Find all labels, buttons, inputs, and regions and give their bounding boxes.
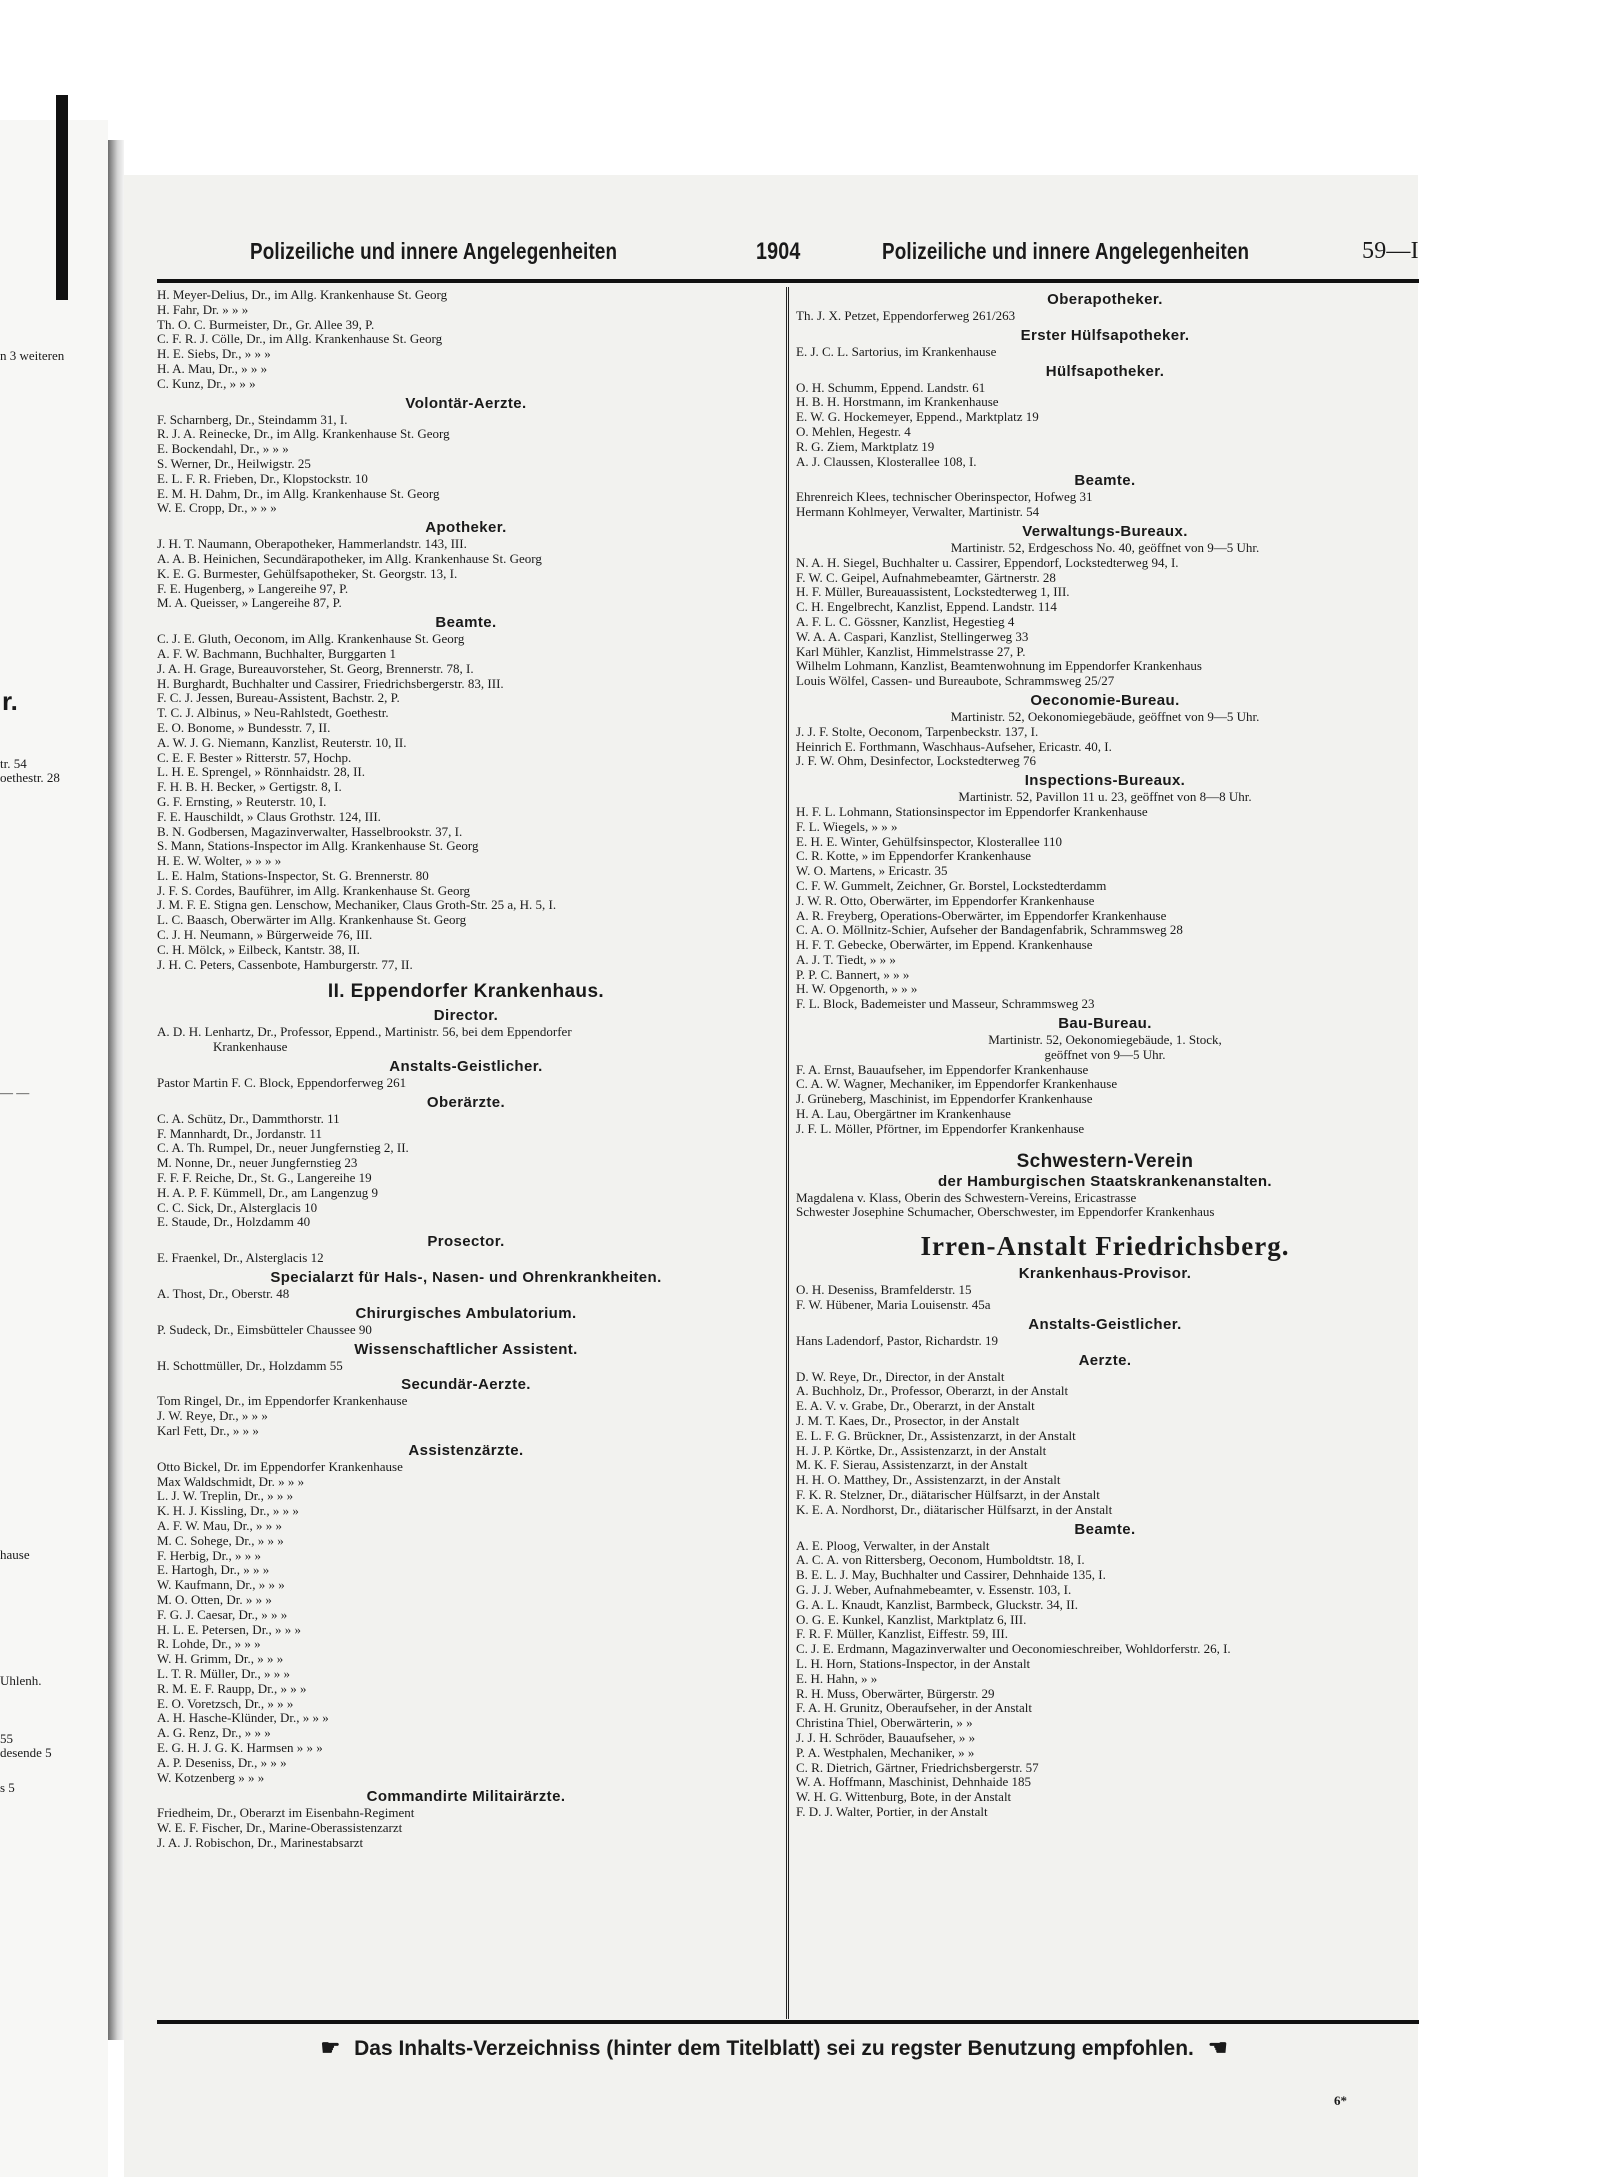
entry-line: H. H. O. Matthey, Dr., Assistenzarzt, in der Anstalt <box>796 1473 1061 1488</box>
entry-line: C. H. Engelbrecht, Kanzlist, Eppend. Landstr. 114 <box>796 600 1057 615</box>
book-spine-shadow <box>108 140 124 2040</box>
entry-line: H. F. Müller, Bureauassistent, Lockstedterweg 1, III. <box>796 585 1070 600</box>
entry-line: M. O. Otten, Dr. » » » <box>157 1592 272 1607</box>
entry-line: F. A. Ernst, Bauaufseher, im Eppendorfer Krankenhause <box>796 1062 1089 1077</box>
entry-line: C. F. W. Gummelt, Zeichner, Gr. Borstel, Lockstedterdamm <box>796 878 1107 893</box>
entry-line: F. W. C. Geipel, Aufnahmebeamter, Gärtnerstr. 28 <box>796 570 1056 585</box>
entry-line: A. J. T. Tiedt, » » » <box>796 952 896 967</box>
entry-line: A. F. W. Mau, Dr., » » » <box>157 1519 282 1533</box>
entry-line: F. Mannhardt, Dr., Jordanstr. 11 <box>157 1126 322 1141</box>
entry-line: G. J. J. Weber, Aufnahmebeamter, v. Essenstr. 103, I. <box>796 1583 1072 1597</box>
entry-line: R. G. Ziem, Marktplatz 19 <box>796 439 935 454</box>
section-heading: Beamte. <box>435 614 497 632</box>
entry-line: M. A. Queisser, » Langereihe 87, P. <box>157 596 342 611</box>
entry-line: F. Herbig, Dr., » » » <box>157 1548 262 1563</box>
entry-line: J. A. H. Grage, Bureauvorsteher, St. Georg, Brennerstr. 78, I. <box>157 661 474 676</box>
entry-line: Th. J. X. Petzet, Eppendorferweg 261/263 <box>796 309 1016 323</box>
entry-line: C. J. E. Gluth, Oeconom, im Allg. Krankenhause St. Georg <box>157 632 465 647</box>
entry-line: P. Sudeck, Dr., Eimsbütteler Chaussee 90 <box>157 1322 372 1337</box>
entry-line: H. F. L. Lohmann, Stationsinspector im Eppendorfer Krankenhause <box>796 804 1148 819</box>
entry-line: A. Thost, Dr., Oberstr. 48 <box>157 1287 290 1302</box>
left-column <box>157 288 775 1851</box>
entry-line: O. H. Deseniss, Bramfelderstr. 15 <box>796 1283 972 1298</box>
entry-line: W. Kotzenberg » » » <box>157 1770 265 1785</box>
office-hours-line: Martinistr. 52, Oekonomiegebäude, geöffnet von 9—5 Uhr. <box>950 709 1260 724</box>
entry-line: A. R. Freyberg, Operations-Oberwärter, im Eppendorfer Krankenhause <box>796 908 1167 923</box>
directory-page <box>124 175 1418 2177</box>
entry-line: J. W. Reye, Dr., » » » <box>157 1409 268 1424</box>
header-rule <box>157 279 1419 283</box>
entry-line: L. E. Halm, Stations-Inspector, St. G. Brennerstr. 80 <box>157 868 429 883</box>
section-heading: Aerzte. <box>1078 1351 1132 1369</box>
entry-line: E. H. E. Winter, Gehülfsinspector, Klosterallee 110 <box>796 834 1062 849</box>
column-separator <box>786 287 789 2019</box>
prev-fragment: 55 <box>0 1731 13 1746</box>
entry-line: A. Buchholz, Dr., Professor, Oberarzt, in der Anstalt <box>796 1384 1069 1399</box>
entry-line: Friedheim, Dr., Oberarzt im Eisenbahn-Regiment <box>157 1806 415 1821</box>
section-heading: Erster Hülfsapotheker. <box>1020 326 1190 344</box>
binding-edge <box>56 95 68 300</box>
entry-line: W. H. G. Wittenburg, Bote, in der Anstalt <box>796 1790 1012 1805</box>
entry-line: W. Kaufmann, Dr., » » » <box>157 1578 285 1593</box>
entry-line: M. C. Sohege, Dr., » » » <box>157 1533 284 1548</box>
entry-line: W. E. Cropp, Dr., » » » <box>157 501 277 516</box>
entry-line: A. P. Deseniss, Dr., » » » <box>157 1755 287 1770</box>
entry-line: C. E. F. Bester » Ritterstr. 57, Hochp. <box>157 750 352 765</box>
entry-line: Hermann Kohlmeyer, Verwalter, Martinistr. 54 <box>796 505 1040 520</box>
entry-line: R. Lohde, Dr., » » » <box>157 1637 261 1652</box>
entry-line: F. F. F. Reiche, Dr., St. G., Langereihe 19 <box>157 1171 372 1186</box>
entry-line: R. M. E. F. Raupp, Dr., » » » <box>157 1681 307 1696</box>
entry-line: M. Nonne, Dr., neuer Jungfernstieg 23 <box>157 1156 358 1171</box>
entry-line: F. C. J. Jessen, Bureau-Assistent, Bachstr. 2, P. <box>157 691 400 706</box>
entry-line: O. G. E. Kunkel, Kanzlist, Marktplatz 6, III. <box>796 1612 1027 1627</box>
section-heading: Anstalts-Geistlicher. <box>1028 1315 1182 1333</box>
entry-line: W. E. F. Fischer, Dr., Marine-Oberassistenzarzt <box>157 1821 403 1836</box>
entry-line: C. A. O. Möllnitz-Schier, Aufseher der Bandagenfabrik, Schrammsweg 28 <box>796 923 1183 938</box>
entry-line: E. Hartogh, Dr., » » » <box>157 1563 270 1578</box>
entry-line: H. A. Mau, Dr., » » » <box>157 361 268 376</box>
entry-line: W. H. Grimm, Dr., » » » <box>157 1652 284 1667</box>
prev-fragment: desende 5 <box>0 1745 52 1760</box>
entry-line: A. A. B. Heinichen, Secundärapotheker, im Allg. Krankenhause St. Georg <box>157 551 542 566</box>
entry-line: J. J. F. Stolte, Oeconom, Tarpenbeckstr. 137, I. <box>796 724 1039 739</box>
entry-line: D. W. Reye, Dr., Director, in der Anstalt <box>796 1369 1005 1384</box>
section-heading: Director. <box>433 1007 499 1025</box>
entry-line: A. J. Claussen, Klosterallee 108, I. <box>796 454 977 469</box>
prev-fragment: n 3 weiteren <box>0 348 65 363</box>
entry-line: H. Burghardt, Buchhalter und Cassirer, Friedrichsbergerstr. 83, III. <box>157 676 504 691</box>
entry-line: E. H. Hahn, » » <box>796 1671 878 1686</box>
entry-line: L. J. W. Treplin, Dr., » » » <box>157 1489 294 1504</box>
entry-line: B. E. L. J. May, Buchhalter und Cassirer, Dehnhaide 135, I. <box>796 1568 1106 1583</box>
entry-line: E. Fraenkel, Dr., Alsterglacis 12 <box>157 1251 324 1266</box>
prev-fragment: hause <box>0 1547 30 1562</box>
entry-line: Karl Mühler, Kanzlist, Himmelstrasse 27, P. <box>796 644 1026 659</box>
entry-line: Schwester Josephine Schumacher, Oberschwester, im Eppendorfer Krankenhaus <box>796 1205 1215 1220</box>
section-heading: Krankenhaus-Provisor. <box>1018 1265 1192 1283</box>
entry-line: F. E. Hauschildt, » Claus Grothstr. 124, III. <box>157 809 381 824</box>
institution-subheading: der Hamburgischen Staatskrankenanstalten. <box>937 1172 1272 1190</box>
running-header <box>156 238 1418 278</box>
entry-line: F. Scharnberg, Dr., Steindamm 31, I. <box>157 412 348 427</box>
entry-line: E. O. Bonome, » Bundesstr. 7, II. <box>157 720 331 735</box>
right-column <box>796 288 1414 1820</box>
entry-line: H. E. W. Wolter, » » » » <box>157 854 282 869</box>
entry-line: H. B. H. Horstmann, im Krankenhause <box>796 395 999 410</box>
entry-line: C. R. Dietrich, Gärtner, Friedrichsbergerstr. 57 <box>796 1760 1039 1775</box>
section-heading: Secundär-Aerzte. <box>401 1376 531 1394</box>
entry-line: E. L. F. G. Brückner, Dr., Assistenzarzt, in der Anstalt <box>796 1428 1076 1443</box>
prev-fragment: r. <box>2 686 18 716</box>
section-heading: Wissenschaftlicher Assistent. <box>354 1340 578 1358</box>
office-hours-line: Martinistr. 52, Oekonomiegebäude, 1. Stock, <box>988 1033 1222 1048</box>
entry-line: P. P. C. Bannert, » » » <box>796 967 910 982</box>
entry-line: A. H. Hasche-Klünder, Dr., » » » <box>157 1711 329 1726</box>
entry-line: F. R. F. Müller, Kanzlist, Eiffestr. 59, III. <box>796 1627 1008 1642</box>
section-heading: Assistenzärzte. <box>408 1441 524 1459</box>
entry-line: E. O. Voretzsch, Dr., » » » <box>157 1696 294 1711</box>
entry-line: H. Meyer-Delius, Dr., im Allg. Krankenhause St. Georg <box>157 288 448 302</box>
entry-line: C. A. W. Wagner, Mechaniker, im Eppendorfer Krankenhause <box>796 1077 1118 1092</box>
entry-line: F. K. R. Stelzner, Dr., diätarischer Hülfsarzt, in der Anstalt <box>796 1488 1100 1503</box>
entry-line: A. C. A. von Rittersberg, Oeconom, Humboldtstr. 18, I. <box>796 1553 1085 1568</box>
entry-line: H. A. P. F. Kümmell, Dr., am Langenzug 9 <box>157 1185 379 1200</box>
institution-heading: Irren-Anstalt Friedrichsberg. <box>920 1231 1290 1262</box>
entry-line: E. J. C. L. Sartorius, im Krankenhause <box>796 344 997 359</box>
entry-line: L. H. Horn, Stations-Inspector, in der Anstalt <box>796 1656 1031 1671</box>
entry-line: M. K. F. Sierau, Assistenzarzt, in der Anstalt <box>796 1458 1028 1473</box>
entry-line: J. M. F. E. Stigna gen. Lenschow, Mechaniker, Claus Groth-Str. 25 a, H. 5, I. <box>157 898 557 913</box>
entry-line: K. E. A. Nordhorst, Dr., diätarischer Hülfsarzt, in der Anstalt <box>796 1502 1113 1517</box>
institution-heading: II. Eppendorfer Krankenhaus. <box>327 981 605 1003</box>
entry-line: F. G. J. Caesar, Dr., » » » <box>157 1607 288 1622</box>
entry-line: F. D. J. Walter, Portier, in der Anstalt <box>796 1804 988 1819</box>
entry-line: Pastor Martin F. C. Block, Eppendorferweg 261 <box>157 1076 407 1091</box>
entry-line: C. A. Th. Rumpel, Dr., neuer Jungfernstieg 2, II. <box>157 1141 409 1156</box>
prev-fragment: tr. 54 <box>0 756 27 771</box>
section-heading: Oberapotheker. <box>1047 291 1163 308</box>
entry-line: E. Staude, Dr., Holzdamm 40 <box>157 1215 311 1230</box>
section-heading: Bau-Bureau. <box>1058 1015 1152 1033</box>
section-heading: Commandirte Militairärzte. <box>366 1788 566 1806</box>
entry-line: H. F. T. Gebecke, Oberwärter, im Eppend. Krankenhause <box>796 938 1093 953</box>
entry-line: J. F. L. Möller, Pförtner, im Eppendorfer Krankenhause <box>796 1121 1085 1136</box>
entry-line: A. F. L. C. Gössner, Kanzlist, Hegestieg 4 <box>796 614 1015 629</box>
entry-line: E. Bockendahl, Dr., » » » <box>157 442 289 457</box>
entry-line: J. H. T. Naumann, Oberapotheker, Hammerlandstr. 143, III. <box>157 537 467 552</box>
office-hours-line: geöffnet von 9—5 Uhr. <box>1044 1047 1166 1062</box>
pointing-hand-icon: ☛ <box>1207 2035 1228 2060</box>
header-right-title: Polizeiliche und innere Angelegenheiten <box>882 238 1250 264</box>
entry-line: K. H. J. Kissling, Dr., » » » <box>157 1504 299 1519</box>
entry-line: F. W. Hübener, Maria Louisenstr. 45a <box>796 1298 991 1313</box>
entry-line: Hans Ladendorf, Pastor, Richardstr. 19 <box>796 1333 999 1348</box>
entry-line: J. F. S. Cordes, Bauführer, im Allg. Krankenhause St. Georg <box>157 883 471 898</box>
footer-rule <box>157 2020 1419 2024</box>
entry-line: H. A. Lau, Obergärtner im Krankenhause <box>796 1107 1011 1122</box>
page-number: 59—I <box>1362 238 1419 264</box>
header-year: 1904 <box>756 238 801 265</box>
entry-line: J. W. R. Otto, Oberwärter, im Eppendorfer Krankenhause <box>796 893 1095 908</box>
prev-fragment: s 5 <box>0 1780 15 1795</box>
entry-line: K. E. G. Burmester, Gehülfsapotheker, St. Georgstr. 13, I. <box>157 566 458 581</box>
entry-line: C. J. H. Neumann, » Bürgerweide 76, III. <box>157 928 373 943</box>
entry-line: C. F. R. J. Cölle, Dr., im Allg. Krankenhause St. Georg <box>157 332 443 347</box>
office-hours-line: Martinistr. 52, Pavillon 11 u. 23, geöffnet von 8—8 Uhr. <box>958 790 1252 805</box>
entry-line: G. F. Ernsting, » Reuterstr. 10, I. <box>157 794 327 809</box>
index-notice-text: Das Inhalts-Verzeichniss (hinter dem Titelblatt) sei zu regster Benutzung empfohlen. <box>354 2037 1194 2060</box>
entry-line: C. C. Sick, Dr., Alsterglacis 10 <box>157 1200 318 1215</box>
entry-line: A. E. Ploog, Verwalter, in der Anstalt <box>796 1538 990 1553</box>
entry-line: O. Mehlen, Hegestr. 4 <box>796 424 911 439</box>
entry-line: H. J. P. Körtke, Dr., Assistenzarzt, in der Anstalt <box>796 1443 1047 1458</box>
entry-line: Wilhelm Lohmann, Kanzlist, Beamtenwohnung im Eppendorfer Krankenhaus <box>796 659 1202 674</box>
entry-line: Ehrenreich Klees, technischer Oberinspector, Hofweg 31 <box>796 490 1093 505</box>
entry-line: H. E. Siebs, Dr., » » » <box>157 347 271 362</box>
entry-line: Karl Fett, Dr., » » » <box>157 1424 259 1439</box>
previous-page-strip <box>0 120 108 2177</box>
entry-line: Krankenhause <box>213 1040 288 1055</box>
entry-line: H. W. Opgenorth, » » » <box>796 982 918 997</box>
section-heading: Apotheker. <box>425 519 507 537</box>
entry-line: F. A. H. Grunitz, Oberaufseher, in der Anstalt <box>796 1701 1032 1716</box>
entry-line: Heinrich E. Forthmann, Waschhaus-Aufseher, Ericastr. 40, I. <box>796 739 1112 754</box>
entry-line: W. A. Hoffmann, Maschinist, Dehnhaide 185 <box>796 1775 1032 1790</box>
entry-line: Max Waldschmidt, Dr. » » » <box>157 1474 305 1489</box>
entry-line: W. A. A. Caspari, Kanzlist, Stellingerweg 33 <box>796 629 1029 644</box>
entry-line: F. L. Wiegels, » » » <box>796 819 898 834</box>
entry-line: A. F. W. Bachmann, Buchhalter, Burggarten 1 <box>157 646 397 661</box>
section-heading: Anstalts-Geistlicher. <box>389 1058 543 1076</box>
signature-mark: 6* <box>1334 2093 1347 2108</box>
prev-fragment: oethestr. 28 <box>0 770 60 785</box>
entry-line: C. H. Mölck, » Eilbeck, Kantstr. 38, II. <box>157 942 360 957</box>
entry-line: S. Werner, Dr., Heilwigstr. 25 <box>157 456 311 471</box>
entry-line: J. M. T. Kaes, Dr., Prosector, in der Anstalt <box>796 1414 1020 1429</box>
entry-line: L. T. R. Müller, Dr., » » » <box>157 1666 290 1681</box>
entry-line: C. R. Kotte, » im Eppendorfer Krankenhause <box>796 849 1032 864</box>
header-left-title: Polizeiliche und innere Angelegenheiten <box>250 238 618 264</box>
entry-line: J. Grüneberg, Maschinist, im Eppendorfer Krankenhause <box>796 1092 1093 1107</box>
prev-fragment: Uhlenh. <box>0 1673 42 1688</box>
entry-line: E. A. V. v. Grabe, Dr., Oberarzt, in der Anstalt <box>796 1399 1035 1414</box>
section-heading: Beamte. <box>1074 1520 1136 1538</box>
section-heading: Oberärzte. <box>426 1093 506 1111</box>
section-heading: Inspections-Bureaux. <box>1024 772 1186 790</box>
entry-line: A. D. H. Lenhartz, Dr., Professor, Eppend., Martinistr. 56, bei dem Eppendorfer <box>157 1025 572 1040</box>
prev-fragment: — — <box>0 1085 30 1100</box>
section-heading: Hülfsapotheker. <box>1045 362 1165 380</box>
entry-line: Christina Thiel, Oberwärterin, » » <box>796 1716 973 1731</box>
entry-line: A. W. J. G. Niemann, Kanzlist, Reuterstr. 10, II. <box>157 735 407 750</box>
entry-line: E. W. G. Hockemeyer, Eppend., Marktplatz 19 <box>796 410 1039 425</box>
entry-line: O. H. Schumm, Eppend. Landstr. 61 <box>796 380 986 395</box>
entry-line: F. L. Block, Bademeister und Masseur, Schrammsweg 23 <box>796 997 1095 1012</box>
entry-line: C. A. Schütz, Dr., Dammthorstr. 11 <box>157 1111 340 1126</box>
entry-line: G. A. L. Knaudt, Kanzlist, Barmbeck, Gluckstr. 34, II. <box>796 1597 1078 1612</box>
entry-line: A. G. Renz, Dr., » » » <box>157 1726 271 1741</box>
entry-line: J. J. H. Schröder, Bauaufseher, » » <box>796 1730 976 1745</box>
entry-line: P. A. Westphalen, Mechaniker, » » <box>796 1745 975 1760</box>
entry-line: Tom Ringel, Dr., im Eppendorfer Krankenhause <box>157 1394 408 1409</box>
entry-line: F. H. B. H. Becker, » Gertigstr. 8, I. <box>157 780 342 795</box>
section-heading: Oeconomie-Bureau. <box>1030 691 1180 709</box>
office-hours-line: Martinistr. 52, Erdgeschoss No. 40, geöffnet von 9—5 Uhr. <box>950 540 1260 555</box>
entry-line: B. N. Godbersen, Magazinverwalter, Hasselbrookstr. 37, I. <box>157 824 463 839</box>
entry-line: C. J. E. Erdmann, Magazinverwalter und Oeconomieschreiber, Wohldorferstr. 26, I. <box>796 1642 1231 1657</box>
entry-line: J. A. J. Robischon, Dr., Marinestabsarzt <box>157 1835 364 1850</box>
entry-line: E. L. F. R. Frieben, Dr., Klopstockstr. 10 <box>157 471 368 486</box>
entry-line: Th. O. C. Burmeister, Dr., Gr. Allee 39, P. <box>157 317 375 332</box>
entry-line: C. Kunz, Dr., » » » <box>157 376 256 391</box>
entry-line: H. Schottmüller, Dr., Holzdamm 55 <box>157 1358 343 1373</box>
entry-line: N. A. H. Siegel, Buchhalter u. Cassirer, Eppendorf, Lockstedterweg 94, I. <box>796 555 1179 570</box>
pointing-hand-icon: ☛ <box>320 2035 341 2060</box>
section-heading: Beamte. <box>1074 472 1136 490</box>
entry-line: R. J. A. Reinecke, Dr., im Allg. Krankenhause St. Georg <box>157 427 450 442</box>
entry-line: W. O. Martens, » Ericastr. 35 <box>796 864 948 879</box>
institution-heading: Schwestern-Verein <box>1016 1150 1194 1172</box>
entry-line: H. L. E. Petersen, Dr., » » » <box>157 1622 302 1637</box>
entry-line: R. H. Muss, Oberwärter, Bürgerstr. 29 <box>796 1686 995 1701</box>
index-notice <box>224 2035 1324 2061</box>
section-heading: Volontär-Aerzte. <box>405 394 527 412</box>
entry-line: L. H. E. Sprengel, » Rönnhaidstr. 28, II. <box>157 765 365 780</box>
section-heading: Chirurgisches Ambulatorium. <box>355 1304 577 1322</box>
entry-line: Magdalena v. Klass, Oberin des Schwestern-Vereins, Ericastrasse <box>796 1190 1137 1205</box>
entry-line: J. F. W. Ohm, Desinfector, Lockstedterweg 76 <box>796 754 1036 769</box>
section-heading: Specialarzt für Hals-, Nasen- und Ohrenkrankheiten. <box>270 1269 662 1287</box>
entry-line: H. Fahr, Dr. » » » <box>157 302 249 317</box>
entry-line: L. C. Baasch, Oberwärter im Allg. Krankenhause St. Georg <box>157 913 467 928</box>
entry-line: T. C. J. Albinus, » Neu-Rahlstedt, Goethestr. <box>157 706 389 721</box>
entry-line: E. G. H. J. G. K. Harmsen » » » <box>157 1740 323 1755</box>
entry-line: Otto Bickel, Dr. im Eppendorfer Krankenhause <box>157 1459 403 1474</box>
entry-line: F. E. Hugenberg, » Langereihe 97, P. <box>157 581 349 596</box>
entry-line: J. H. C. Peters, Cassenbote, Hamburgerstr. 77, II. <box>157 957 413 972</box>
entry-line: E. M. H. Dahm, Dr., im Allg. Krankenhause St. Georg <box>157 486 440 501</box>
entry-line: S. Mann, Stations-Inspector im Allg. Krankenhause St. Georg <box>157 839 479 854</box>
entry-line: Louis Wölfel, Cassen- und Bureaubote, Schrammsweg 25/27 <box>796 674 1115 689</box>
section-heading: Verwaltungs-Bureaux. <box>1022 522 1188 540</box>
section-heading: Prosector. <box>427 1233 505 1251</box>
